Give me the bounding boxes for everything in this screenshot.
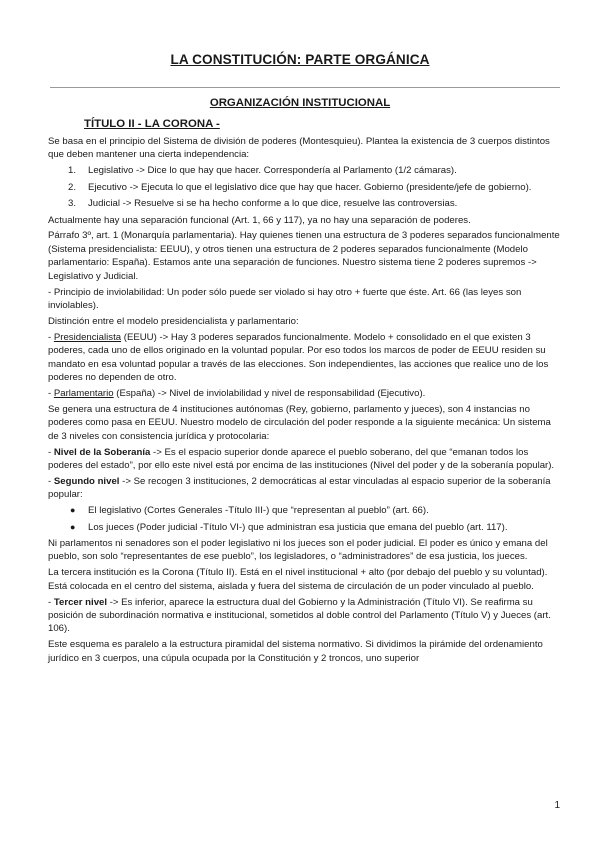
paragraph: [48, 446, 562, 473]
bullet-list: [48, 504, 562, 534]
dash-prefix: -: [48, 475, 54, 487]
list-item-text: El legislativo (Cortes Generales -Título III-) que “representan al pueblo” (art. 66).: [88, 505, 429, 517]
dash-prefix: -: [48, 387, 54, 399]
list-number: 3.: [68, 198, 77, 210]
section-heading: ORGANIZACIÓN INSTITUCIONAL: [209, 97, 391, 109]
paragraph: Párrafo 3º, art. 1 (Monarquía parlamentaria). Hay quienes tienen una estructura de 3 poderes separados funcionalmente (Sistema presidencialista: EEUU), y otros tienen una estructura de 2 poderes separados funcionalmente (Modelo parlamentario: España). Estamos ante una separación de funciones. Nuestro sistema tiene 2 poderes supremos -> Legislativo y Judicial.: [48, 230, 560, 282]
paragraph: - Principio de inviolabilidad: Un poder sólo puede ser violado si hay otro + fuerte que éste. Art. 66 (las leyes son inviolables).: [48, 286, 522, 311]
paragraph: [48, 387, 562, 400]
list-number: 1.: [68, 165, 77, 177]
list-item-text: Los jueces (Poder judicial -Título VI-) que administran esa justicia que emana del pueblo (art. 117).: [88, 521, 508, 533]
paragraph-text: -> Es el espacio superior donde aparece el pueblo soberano, del que “emanan todos los poderes del estado”, por ello este nivel está por encima de las instituciones (Nivel del poder y de la soberanía popular).: [48, 446, 555, 471]
paragraph: Se basa en el principio del Sistema de división de poderes (Montesquieu). Plantea la existencia de 3 cuerpos distintos que deben mantener una cierta independencia:: [48, 136, 550, 161]
term-parlamentario: Parlamentario: [53, 387, 114, 399]
term-segundo-nivel: Segundo nivel: [53, 475, 120, 487]
list-item: [48, 504, 562, 517]
numbered-list: [48, 164, 562, 210]
list-number: 2.: [68, 181, 77, 193]
paragraph: [48, 331, 562, 385]
bullet-icon: ●: [70, 521, 76, 532]
paragraph: Actualmente hay una separación funcional (Art. 1, 66 y 117), ya no hay una separación de poderes.: [48, 214, 471, 226]
paragraph: Se genera una estructura de 4 instituciones autónomas (Rey, gobierno, parlamento y jueces), son 4 instancias no poderes como pasa en EEUU. Nuestro modelo de circulación del poder responde a la siguiente mecánica: Un sistema de 3 niveles con consistencia jurídica y protocolaria:: [48, 403, 551, 442]
document-title: LA CONSTITUCIÓN: PARTE ORGÁNICA: [170, 52, 430, 67]
paragraph-text: (EEUU) -> Hay 3 poderes separados funcionalmente. Modelo + consolidado en el que existen 3 poderes, cada uno de ellos originado en la voluntad popular. Por eso todos los marcos de poder de EEUU residen su mandato en esa voluntad popular a través de las elecciones. Son independientes, las acciones que realice uno de los poderes no dependen de otro.: [48, 331, 549, 383]
paragraph: Este esquema es paralelo a la estructura piramidal del sistema normativo. Si dividimos la pirámide del ordenamiento jurídico en 3 cuerpos, una cúpula ocupada por la Constitución y 2 troncos, uno superior: [48, 639, 543, 664]
paragraph: La tercera institución es la Corona (Título II). Está en el nivel institucional + alto (por debajo del pueblo y su voluntad). Está colocada en el centro del sistema, aislada y fuera del sistema de circulación de un poder vinculado al pueblo.: [48, 567, 548, 592]
paragraph: Ni parlamentos ni senadores son el poder legislativo ni los jueces son el poder judicial. El poder es único y emana del pueblo, son solo “representantes de ese pueblo”, los legisladores, o “administradores” de esa justicia, los jueces.: [48, 537, 548, 563]
term-tercer-nivel: Tercer nivel: [53, 596, 108, 608]
document-body: [48, 135, 562, 668]
subsection-heading: TÍTULO II - LA CORONA -: [84, 118, 220, 130]
paragraph-text: -> Se recogen 3 instituciones, 2 democráticas al estar vinculadas al espacio superior de la soberanía popular:: [48, 475, 551, 501]
dash-prefix: -: [48, 331, 54, 343]
paragraph: [48, 475, 562, 502]
term-nivel-soberania: Nivel de la Soberanía: [53, 446, 151, 458]
list-item: [48, 521, 562, 534]
term-presidencialista: Presidencialista: [53, 331, 122, 343]
page-number: 1: [554, 800, 560, 811]
paragraph-text: -> Es inferior, aparece la estructura dual del Gobierno y la Administración (Título VI). Se reafirma su posición de subordinación normativa e institucional, sometidos al doble control del Parlamento (Título V) y Jueces (art. 106).: [48, 596, 551, 635]
dash-prefix: -: [48, 446, 54, 458]
list-item-text: Legislativo -> Dice lo que hay que hacer. Correspondería al Parlamento (1/2 cámaras).: [88, 165, 457, 177]
dash-prefix: -: [48, 596, 54, 608]
title-divider: [50, 87, 560, 88]
bullet-icon: ●: [70, 505, 76, 516]
list-item: [48, 164, 562, 177]
paragraph-text: (España) -> Nivel de inviolabilidad y nivel de responsabilidad (Ejecutivo).: [113, 387, 426, 399]
list-item: [48, 181, 562, 194]
list-item-text: Ejecutivo -> Ejecuta lo que el legislativo dice que hay que hacer. Gobierno (presidente/jefe de gobierno).: [88, 181, 532, 193]
list-item-text: Judicial -> Resuelve si se ha hecho conforme a lo que dice, resuelve las controversias.: [88, 198, 458, 210]
list-item: [48, 197, 562, 210]
paragraph: [48, 596, 562, 636]
paragraph: Distinción entre el modelo presidencialista y parlamentario:: [48, 315, 299, 327]
